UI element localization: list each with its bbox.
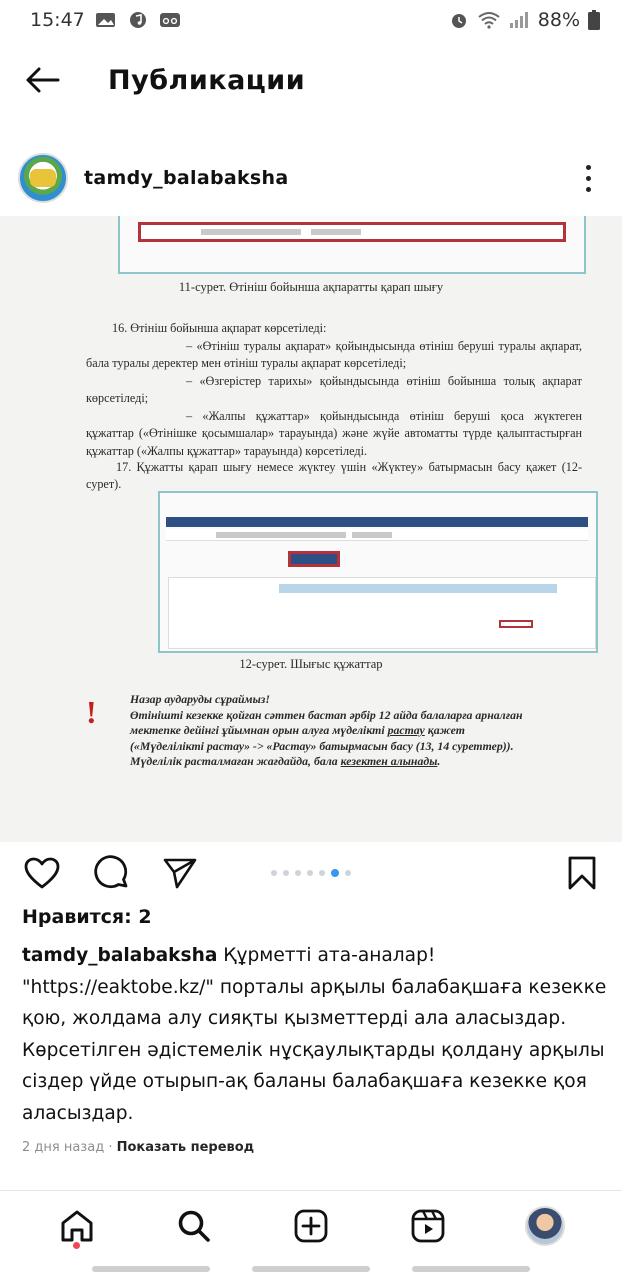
show-translation-link[interactable]: Показать перевод — [116, 1140, 255, 1155]
nav-reels[interactable] — [403, 1201, 453, 1251]
battery-percent: 88% — [537, 9, 580, 31]
gesture-segment — [412, 1266, 530, 1272]
note-underlined-confirm: растау — [387, 723, 425, 737]
post-image[interactable] — [0, 216, 622, 842]
documents-panel — [168, 577, 596, 649]
figure-caption-12: 12-сурет. Шығыс құжаттар — [239, 657, 383, 671]
screenshot-11 — [118, 216, 586, 274]
bottom-nav — [0, 1190, 622, 1260]
doc-item-16-c: – «Жалпы құжаттар» қойындысында өтініш беруші қоса жүктеген құжаттар («Өтінішке қосымшалар» тарауында) және жүйе автоматты түрде қалыптастырған құжаттар («Жалпы құжаттар» тарауында) көрсетіледі. — [86, 409, 582, 458]
avatar[interactable] — [18, 153, 68, 203]
home-icon — [59, 1208, 95, 1244]
redacted-block — [352, 532, 392, 538]
document-scan — [0, 216, 622, 842]
note-body-3: . — [437, 754, 441, 768]
voicemail-icon — [159, 11, 181, 29]
carousel-dot-active — [331, 869, 339, 877]
doc-item-16-a: – «Өтініш туралы ақпарат» қойындысында өтініш беруші туралы ақпарат, бала туралы деректер мен өтініш туралы ақпарат көрсетіледі; — [86, 339, 582, 371]
gesture-bar — [92, 1266, 530, 1272]
note-body-1: Өтінішті кезекке қойған сәттен бастап әрбір 12 айда балаларға арналған мектепке дейінгі ұйымнан орын алуға мүделікті — [130, 707, 523, 737]
note-body-2: қажет («Мүделілікті растау» -> «Растау» батырмасын басу (13, 14 суреттер)). Мүделілік расталмаған жағдайда, бала — [130, 723, 514, 768]
note-title: Назар аударуды сұраймыз! — [130, 692, 271, 706]
meta-separator: · — [104, 1140, 117, 1155]
carousel-dot — [319, 870, 325, 876]
signal-icon — [508, 11, 530, 29]
figure-caption-11: 11-сурет. Өтініш бойынша ақпаратты қарап шығу — [178, 280, 444, 294]
more-dot — [586, 165, 591, 170]
carousel-dot — [307, 870, 313, 876]
nav-profile[interactable] — [520, 1201, 570, 1251]
avatar-logo — [30, 169, 56, 187]
redacted-block — [216, 532, 346, 538]
battery-icon — [588, 10, 600, 30]
nav-create[interactable] — [286, 1201, 336, 1251]
doc-item-17: 17. Құжатты қарап шығу немесе жүктеу үшін «Жүктеу» батырмасын басу қажет (12-сурет). — [86, 460, 582, 492]
carousel-dot — [295, 870, 301, 876]
gesture-segment — [92, 1266, 210, 1272]
post-caption — [22, 940, 608, 1129]
table-row — [166, 529, 588, 541]
status-time: 15:47 — [30, 9, 85, 31]
nav-search[interactable] — [169, 1201, 219, 1251]
highlighted-row — [138, 222, 566, 242]
redacted-block — [201, 229, 301, 235]
table-header-bar — [166, 517, 588, 527]
carousel-dot — [345, 870, 351, 876]
carousel-dot — [271, 870, 277, 876]
more-dot — [586, 187, 591, 192]
caption-body: Құрметті ата-аналар! "https://eaktobe.kz/" порталы арқылы балабақшаға кезекке қою, жолдама алу сияқты қызметтерді ала аласыздар. Көрсетілген әдістемелік нұсқаулықтарды қолдану арқылы сіздер үйде отырып-ақ баланы балабақшаға кезекке қоя аласыздар. — [22, 945, 607, 1124]
likes-count[interactable]: Нравится: 2 — [22, 906, 152, 928]
time-ago: 2 дня назад — [22, 1140, 105, 1155]
doc-item-16-title: 16. Өтініш бойынша ақпарат көрсетіледі: — [112, 321, 327, 335]
gesture-segment — [252, 1266, 370, 1272]
music-icon — [127, 11, 149, 29]
post-header — [0, 148, 622, 208]
header — [0, 50, 622, 110]
screenshot-12 — [158, 491, 598, 653]
caption-username[interactable]: tamdy_balabaksha — [22, 945, 218, 966]
arrow-left-icon — [24, 66, 60, 94]
wifi-icon — [478, 11, 500, 29]
download-highlight — [499, 620, 533, 628]
note-underlined-removed: кезектен алынады — [340, 754, 438, 768]
redacted-block — [311, 229, 361, 235]
post-meta — [22, 1140, 254, 1155]
back-button[interactable] — [2, 50, 82, 110]
warning-mark: ! — [86, 694, 97, 730]
status-bar — [0, 0, 622, 40]
profile-avatar — [525, 1206, 565, 1246]
carousel-indicator — [0, 870, 622, 877]
post-username[interactable]: tamdy_balabaksha — [84, 167, 289, 189]
nav-home[interactable] — [52, 1201, 102, 1251]
attention-note — [130, 692, 530, 770]
add-post-icon — [294, 1209, 328, 1243]
search-icon — [177, 1209, 211, 1243]
carousel-dot — [283, 870, 289, 876]
documents-table-header — [279, 584, 557, 593]
notification-dot — [73, 1242, 80, 1249]
more-options-button[interactable] — [576, 158, 600, 198]
doc-item-16-b: – «Өзгерістер тарихы» қойындысында өтініш бойынша толық ақпарат көрсетіледі; — [86, 374, 582, 406]
image-icon — [95, 11, 117, 29]
highlighted-tab — [288, 551, 340, 567]
more-dot — [586, 176, 591, 181]
reels-icon — [411, 1209, 445, 1243]
page-title: Публикации — [108, 64, 306, 96]
alarm-icon — [448, 11, 470, 29]
